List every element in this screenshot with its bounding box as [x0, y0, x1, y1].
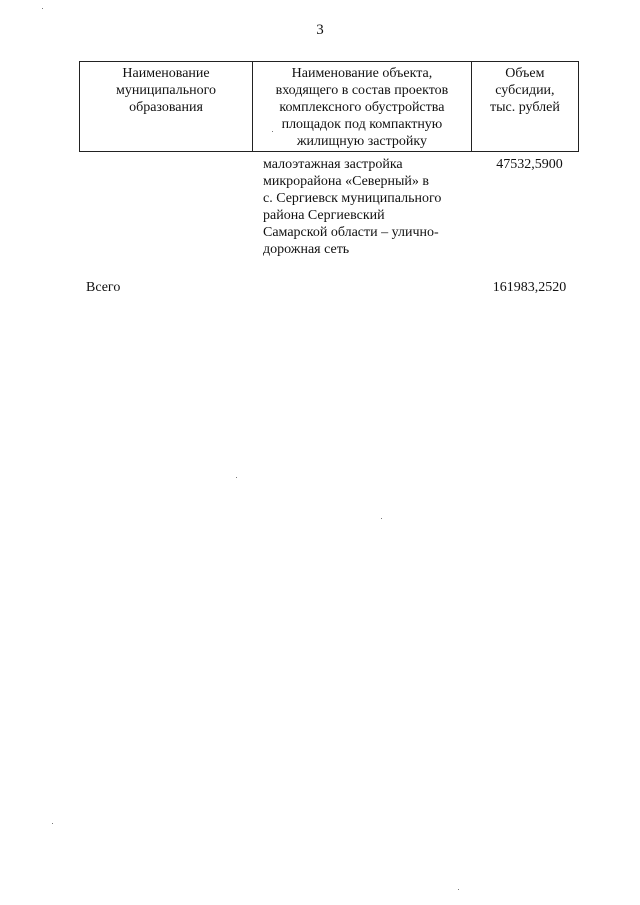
scan-speck — [42, 8, 43, 9]
column-header-subsidy: Объем субсидии, тыс. рублей — [471, 62, 578, 152]
table-row-subsidy-amount: 47532,5900 — [496, 157, 563, 172]
column-header-municipality: Наименование муниципального образования — [80, 62, 253, 152]
scan-speck — [458, 889, 459, 890]
scan-speck — [52, 823, 53, 824]
table-header-row — [80, 62, 579, 152]
page-number: 3 — [316, 22, 324, 38]
column-header-object: Наименование объекта, входящего в состав проектов комплексного обустройства площадок под компактную жилищную застройку — [253, 62, 472, 152]
total-label: Всего — [86, 280, 121, 295]
table-row-object-name: малоэтажная застройка микрорайона «Северный» в с. Сергиевск муниципального района Сергиевский Самарской области – улично- дорожная сеть — [263, 157, 442, 257]
total-amount: 161983,2520 — [492, 280, 567, 295]
scan-speck — [381, 518, 382, 519]
subsidy-table-header — [79, 61, 579, 152]
scan-speck — [236, 477, 237, 478]
scan-speck — [272, 131, 273, 132]
